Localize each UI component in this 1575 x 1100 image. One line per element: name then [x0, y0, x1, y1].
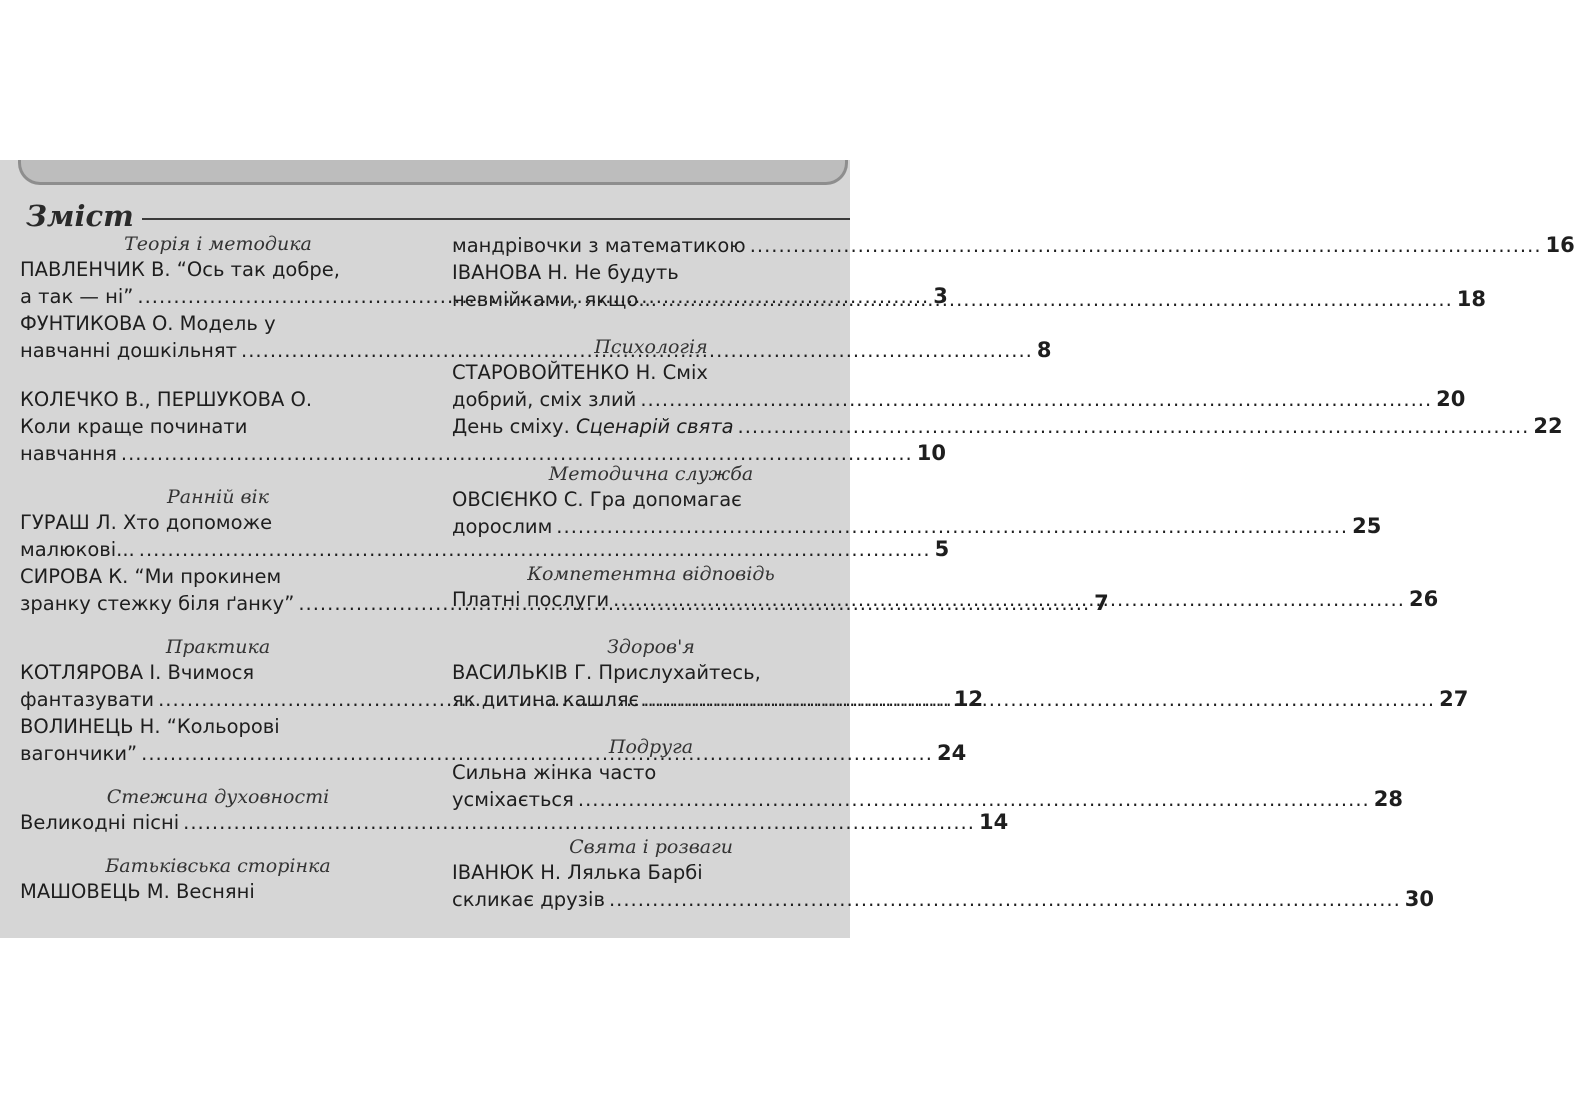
entry-text: ГУРАШ Л. Хто допоможе: [20, 511, 273, 534]
toc-entry[interactable]: [452, 859, 1435, 913]
dot-leader: [661, 286, 1453, 313]
toc-entry[interactable]: [452, 586, 1439, 613]
toc-entry[interactable]: [20, 878, 416, 905]
entry-text: ОВСІЄНКО С. Гра допомагає: [452, 488, 742, 511]
section-title: Подруга: [608, 736, 694, 758]
contents-heading: Зміст: [26, 199, 134, 233]
entry-text: ВОЛИНЕЦЬ Н. “Кольорові: [20, 715, 280, 738]
section-title: Здоров'я: [607, 636, 695, 658]
dot-leader: [578, 786, 1370, 813]
entry-text: ІВАНОВА Н. Не будуть: [452, 261, 679, 284]
entry-text: ІВАНЮК Н. Лялька Барбі: [452, 861, 703, 884]
section-title: Стежина духовності: [106, 786, 330, 808]
section-title: Практика: [165, 636, 271, 658]
entry-text: КОТЛЯРОВА І. Вчимося: [20, 661, 255, 684]
section-title: Психологія: [594, 336, 708, 358]
toc-entry[interactable]: [452, 759, 1403, 813]
dot-leader: [738, 413, 1530, 440]
page-number: 20: [1436, 387, 1466, 411]
entry-text: ФУНТИКОВА О. Модель у: [20, 312, 276, 335]
page-number: 16: [1545, 233, 1575, 257]
page-number: 14: [978, 810, 1009, 834]
page-number: 12: [953, 687, 984, 711]
entry-text-italic: Сценарій свята: [576, 415, 734, 438]
toc-entry[interactable]: [452, 232, 1575, 259]
entry-text: мандрівочки з математикою: [452, 234, 746, 257]
entry-text: добрий, сміх злий: [452, 388, 637, 411]
entry-text: Коли краще починати: [20, 415, 248, 438]
entry-text: Платні послуги: [452, 588, 610, 611]
entry-text: Сильна жінка часто: [452, 761, 657, 784]
section-title: Компетентна відповідь: [527, 563, 775, 585]
toc-entry[interactable]: [452, 259, 1487, 313]
entry-text: скликає друзів: [452, 888, 605, 911]
toc-entry[interactable]: [452, 359, 1466, 413]
dot-leader: [613, 586, 1405, 613]
dot-leader: [609, 886, 1401, 913]
entry-text: ПАВЛЕНЧИК В. “Ось так добре,: [20, 258, 340, 281]
entry-text: малюкові...: [20, 538, 135, 561]
contents-scan: [0, 160, 1575, 938]
entry-text: навчання: [20, 442, 117, 465]
page-number: 3: [933, 284, 948, 308]
entry-text: фантазувати: [20, 688, 155, 711]
page-number: 25: [1352, 514, 1382, 538]
entry-text: а так — ні”: [20, 285, 134, 308]
page-number: 30: [1404, 887, 1435, 911]
page-number: 27: [1439, 687, 1469, 711]
page-number: 22: [1533, 414, 1563, 438]
page-number: 7: [1094, 591, 1109, 615]
entry-text: СИРОВА К. “Ми прокинем: [20, 565, 282, 588]
entry-text: невмійками, якщо...: [452, 288, 657, 311]
dot-leader: [640, 386, 1432, 413]
entry-text: ВАСИЛЬКІВ Г. Прислухайтесь,: [452, 661, 761, 684]
entry-text: усміхається: [452, 788, 574, 811]
toc-entry[interactable]: [452, 486, 1382, 540]
page-number: 10: [916, 441, 946, 465]
toc-entry[interactable]: [452, 413, 1563, 440]
heading-rule: [142, 218, 850, 220]
dot-leader: [750, 232, 1542, 259]
page-number: 5: [934, 537, 950, 561]
section-title: Батьківська сторінка: [105, 855, 331, 877]
entry-text: СТАРОВОЙТЕНКО Н. Сміх: [452, 361, 708, 384]
toc-entry[interactable]: [20, 809, 1009, 836]
page-number: 18: [1456, 287, 1487, 311]
entry-text: дорослим: [452, 515, 553, 538]
entry-text: КОЛЕЧКО В., ПЕРШУКОВА О.: [20, 388, 313, 411]
page-number: 24: [936, 741, 967, 765]
section-title: Теорія і методика: [124, 233, 312, 255]
entry-text: як дитина кашляє: [452, 688, 640, 711]
dot-leader: [643, 686, 1435, 713]
page-number: 8: [1036, 338, 1052, 362]
entry-text: Великодні пісні: [20, 811, 180, 834]
entry-text: вагончики”: [20, 742, 138, 765]
entry-text: [452, 413, 734, 440]
section-title: Ранній вік: [167, 486, 269, 508]
entry-text-regular: День сміху.: [452, 415, 570, 438]
decorative-banner: [18, 160, 848, 185]
section-title: Методична служба: [548, 463, 754, 485]
section-title: Свята і розваги: [569, 836, 733, 858]
dot-leader: [556, 513, 1348, 540]
entry-text: зранку стежку біля ґанку”: [20, 592, 295, 615]
entry-text: навчанні дошкільнят: [20, 339, 238, 362]
page-number: 28: [1373, 787, 1403, 811]
entry-text: МАШОВЕЦЬ М. Весняні: [20, 880, 255, 903]
page-number: 26: [1408, 587, 1439, 611]
